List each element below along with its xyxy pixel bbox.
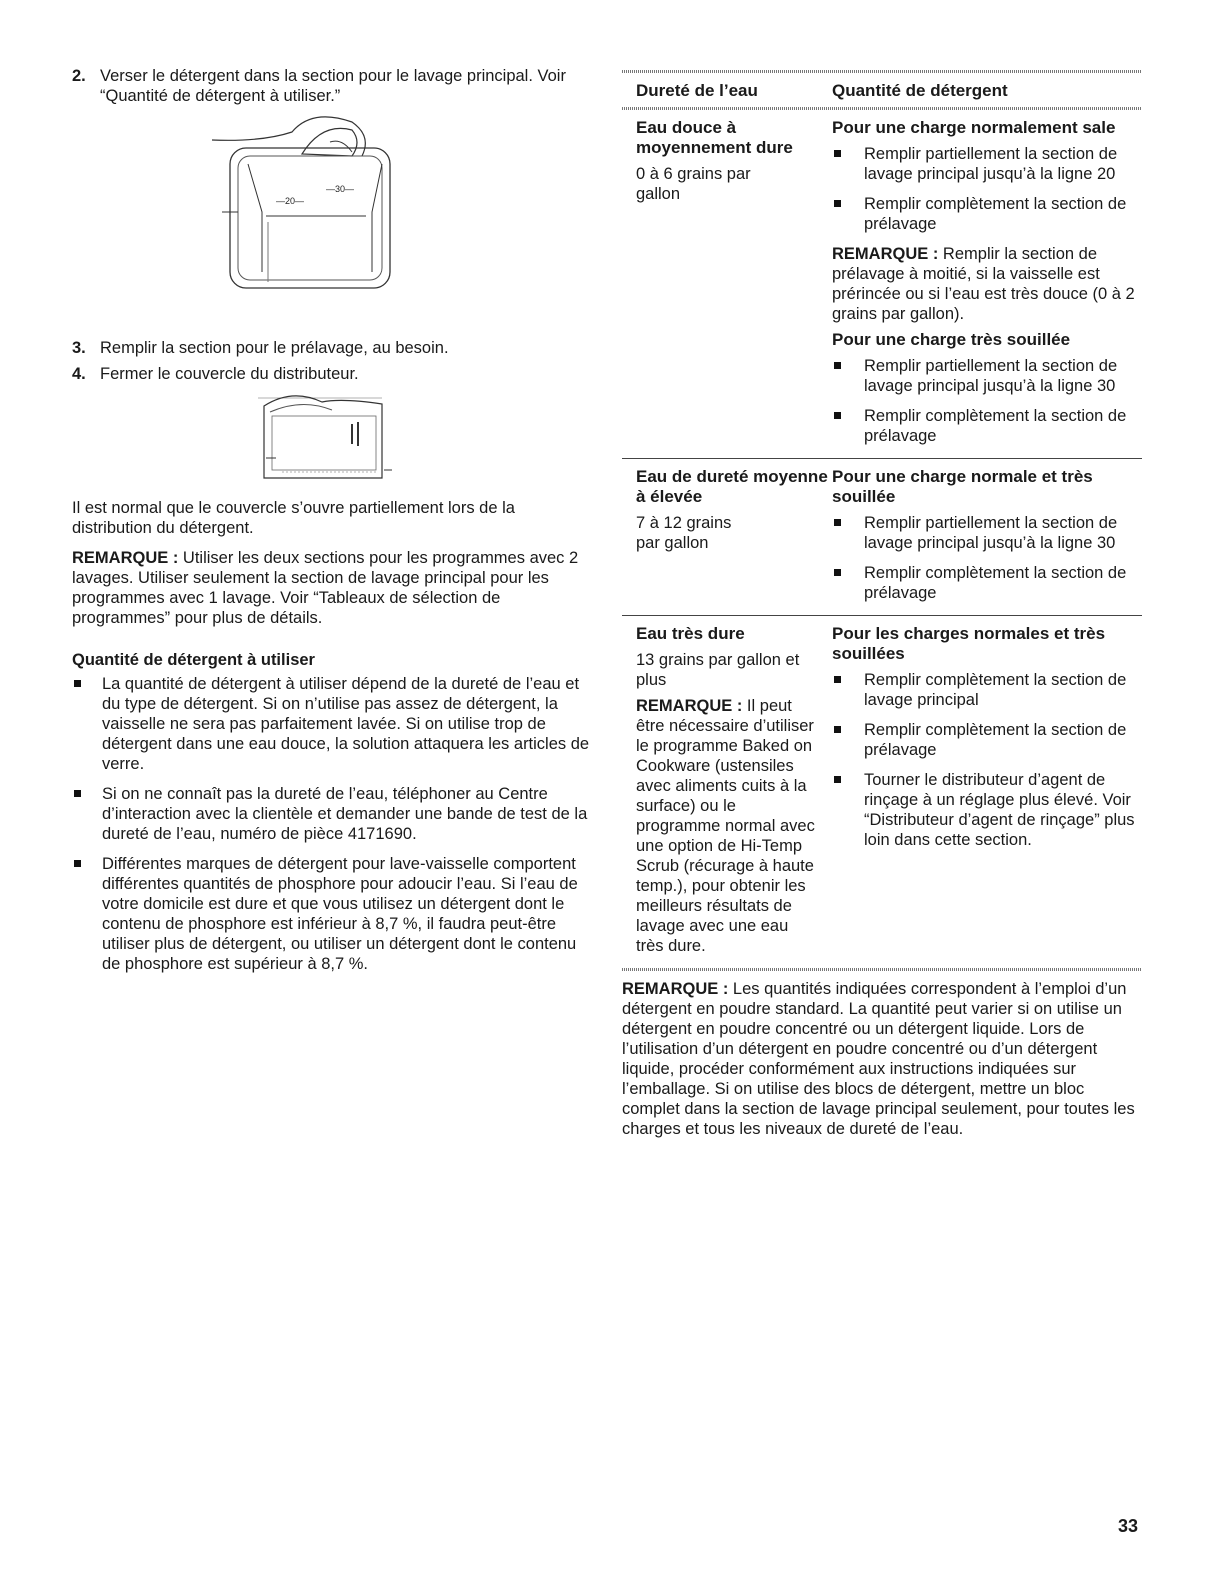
row-subtitle: 0 à 6 grains par gallon [636, 165, 751, 203]
row-subtitle: 7 à 12 grains par gallon [636, 514, 732, 552]
table-row-soft [622, 110, 1142, 458]
page-number: 33 [1118, 1516, 1139, 1536]
row-title: Eau douce à moyennement dure [636, 118, 793, 157]
bullet-item: Tourner le distributeur d’agent de rinçage à un réglage plus élevé. Voir “Distributeur d’agent de rinçage” plus loin dans cette section. [832, 770, 1142, 850]
row-subtitle: 13 grains par gallon et plus [636, 651, 800, 689]
note-label: REMARQUE : [832, 245, 939, 263]
row-title: Eau de dureté moyenne à élevée [636, 467, 828, 506]
bottom-note [622, 979, 1142, 1139]
line-20-label: —20— [276, 196, 305, 206]
bullet-item: Remplir partiellement la section de lavage principal jusqu’à la ligne 30 [832, 356, 1142, 396]
table-row-hard [622, 616, 1142, 968]
table-header [622, 73, 1142, 107]
step-text: Verser le détergent dans la section pour le lavage principal. Voir “Quantité de détergent à utiliser.” [100, 67, 566, 105]
detergent-dispenser-closed-illustration [252, 388, 592, 488]
bullet-item: Différentes marques de détergent pour lave-vaisselle comportent différentes quantités de phosphore pour adoucir l’eau. Si l’eau de votre domicile est dure et que vous utilisez un détergent dont le contenu de phosphore est inférieur à 8,7 %, il faudra peut-être utiliser plus de détergent, ou utiliser un détergent dont le contenu de phosphore est supérieur à 8,7 %. [72, 854, 592, 974]
bullet-item: Remplir partiellement la section de lavage principal jusqu’à la ligne 30 [832, 513, 1142, 553]
step-number: 4. [72, 365, 86, 383]
step-4 [72, 364, 592, 384]
row-note [636, 696, 816, 956]
step-text: Fermer le couvercle du distributeur. [100, 365, 359, 383]
note-label: REMARQUE : [636, 697, 743, 715]
load-heading: Pour les charges normales et très souillées [832, 624, 1106, 663]
row-title: Eau très dure [636, 624, 745, 643]
left-column [72, 66, 592, 984]
step-text: Remplir la section pour le prélavage, au besoin. [100, 339, 449, 357]
step-3 [72, 338, 592, 358]
note-text: Remplir la section de prélavage à moitié, si la vaisselle est prérincée ou si l’eau est très douce (0 à 2 grains par gallon). [832, 245, 1135, 323]
detergent-bullet-list [72, 674, 592, 974]
dispenser-normal-para: Il est normal que le couvercle s’ouvre partiellement lors de la distribution du détergent. [72, 499, 515, 537]
bullet-item: Remplir complètement la section de prélavage [832, 194, 1142, 234]
note-label: REMARQUE : [72, 549, 179, 567]
bullet-item: Remplir complètement la section de prélavage [832, 720, 1142, 760]
load-heading: Pour une charge normale et très souillée [832, 467, 1093, 506]
line-30-label: —30— [326, 184, 355, 194]
note-text: Les quantités indiquées correspondent à l’emploi d’un détergent en poudre standard. La quantité peut varier si on utilise un détergent en poudre concentré ou un détergent liquide. Lors de l’utilisation d’un détergent en poudre concentré ou d’un détergent liquide, procéder conformément aux instructions indiquées sur l’emballage. Si on utilise des blocs de détergent, mettre un bloc complet dans la section de lavage principal seulement, pour toutes les charges et tous les niveaux de dureté de l’eau. [622, 980, 1135, 1138]
table-row-medium [622, 459, 1142, 615]
bullet-item: Remplir complètement la section de prélavage [832, 406, 1142, 446]
bullet-item: Remplir partiellement la section de lavage principal jusqu’à la ligne 20 [832, 144, 1142, 184]
header-water-hardness: Dureté de l’eau [636, 81, 758, 100]
note-label: REMARQUE : [622, 980, 729, 998]
section-heading: Quantité de détergent à utiliser [72, 651, 315, 669]
row-note [832, 244, 1142, 324]
load-heading: Pour une charge normalement sale [832, 118, 1116, 137]
table-bottom-rule [622, 968, 1142, 971]
detergent-dispenser-open-illustration [192, 106, 592, 316]
note-text: Utiliser les deux sections pour les programmes avec 2 lavages. Utiliser seulement la section de lavage principal pour les programmes avec 1 lavage. Voir “Tableaux de sélection de programmes” pour plus de détails. [72, 549, 579, 627]
step-number: 2. [72, 67, 86, 85]
note-text: Il peut être nécessaire d’utiliser le programme Baked on Cookware (ustensiles avec aliments cuits à la surface) ou le programme normal avec une option de Hi-Temp Scrub (récurage à haute temp.), pour obtenir les meilleurs résultats de lavage avec une eau très dure. [636, 697, 815, 955]
note-paragraph [72, 548, 592, 628]
step-number: 3. [72, 339, 86, 357]
bullet-item: La quantité de détergent à utiliser dépend de la dureté de l’eau et du type de détergent. Si on n’utilise pas assez de détergent, la vaisselle ne sera pas parfaitement lavée. Si on utilise trop de détergent dans une eau douce, la solution attaquera les articles de verre. [72, 674, 592, 774]
step-2 [72, 66, 592, 106]
header-detergent-amount: Quantité de détergent [832, 81, 1008, 100]
bullet-item: Remplir complètement la section de lavage principal [832, 670, 1142, 710]
water-hardness-table [622, 70, 1142, 1139]
load-heading: Pour une charge très souillée [832, 330, 1071, 349]
bullet-item: Si on ne connaît pas la dureté de l’eau, téléphoner au Centre d’interaction avec la clientèle et demander une bande de test de la dureté de l’eau, numéro de pièce 4171690. [72, 784, 592, 844]
bullet-item: Remplir complètement la section de prélavage [832, 563, 1142, 603]
